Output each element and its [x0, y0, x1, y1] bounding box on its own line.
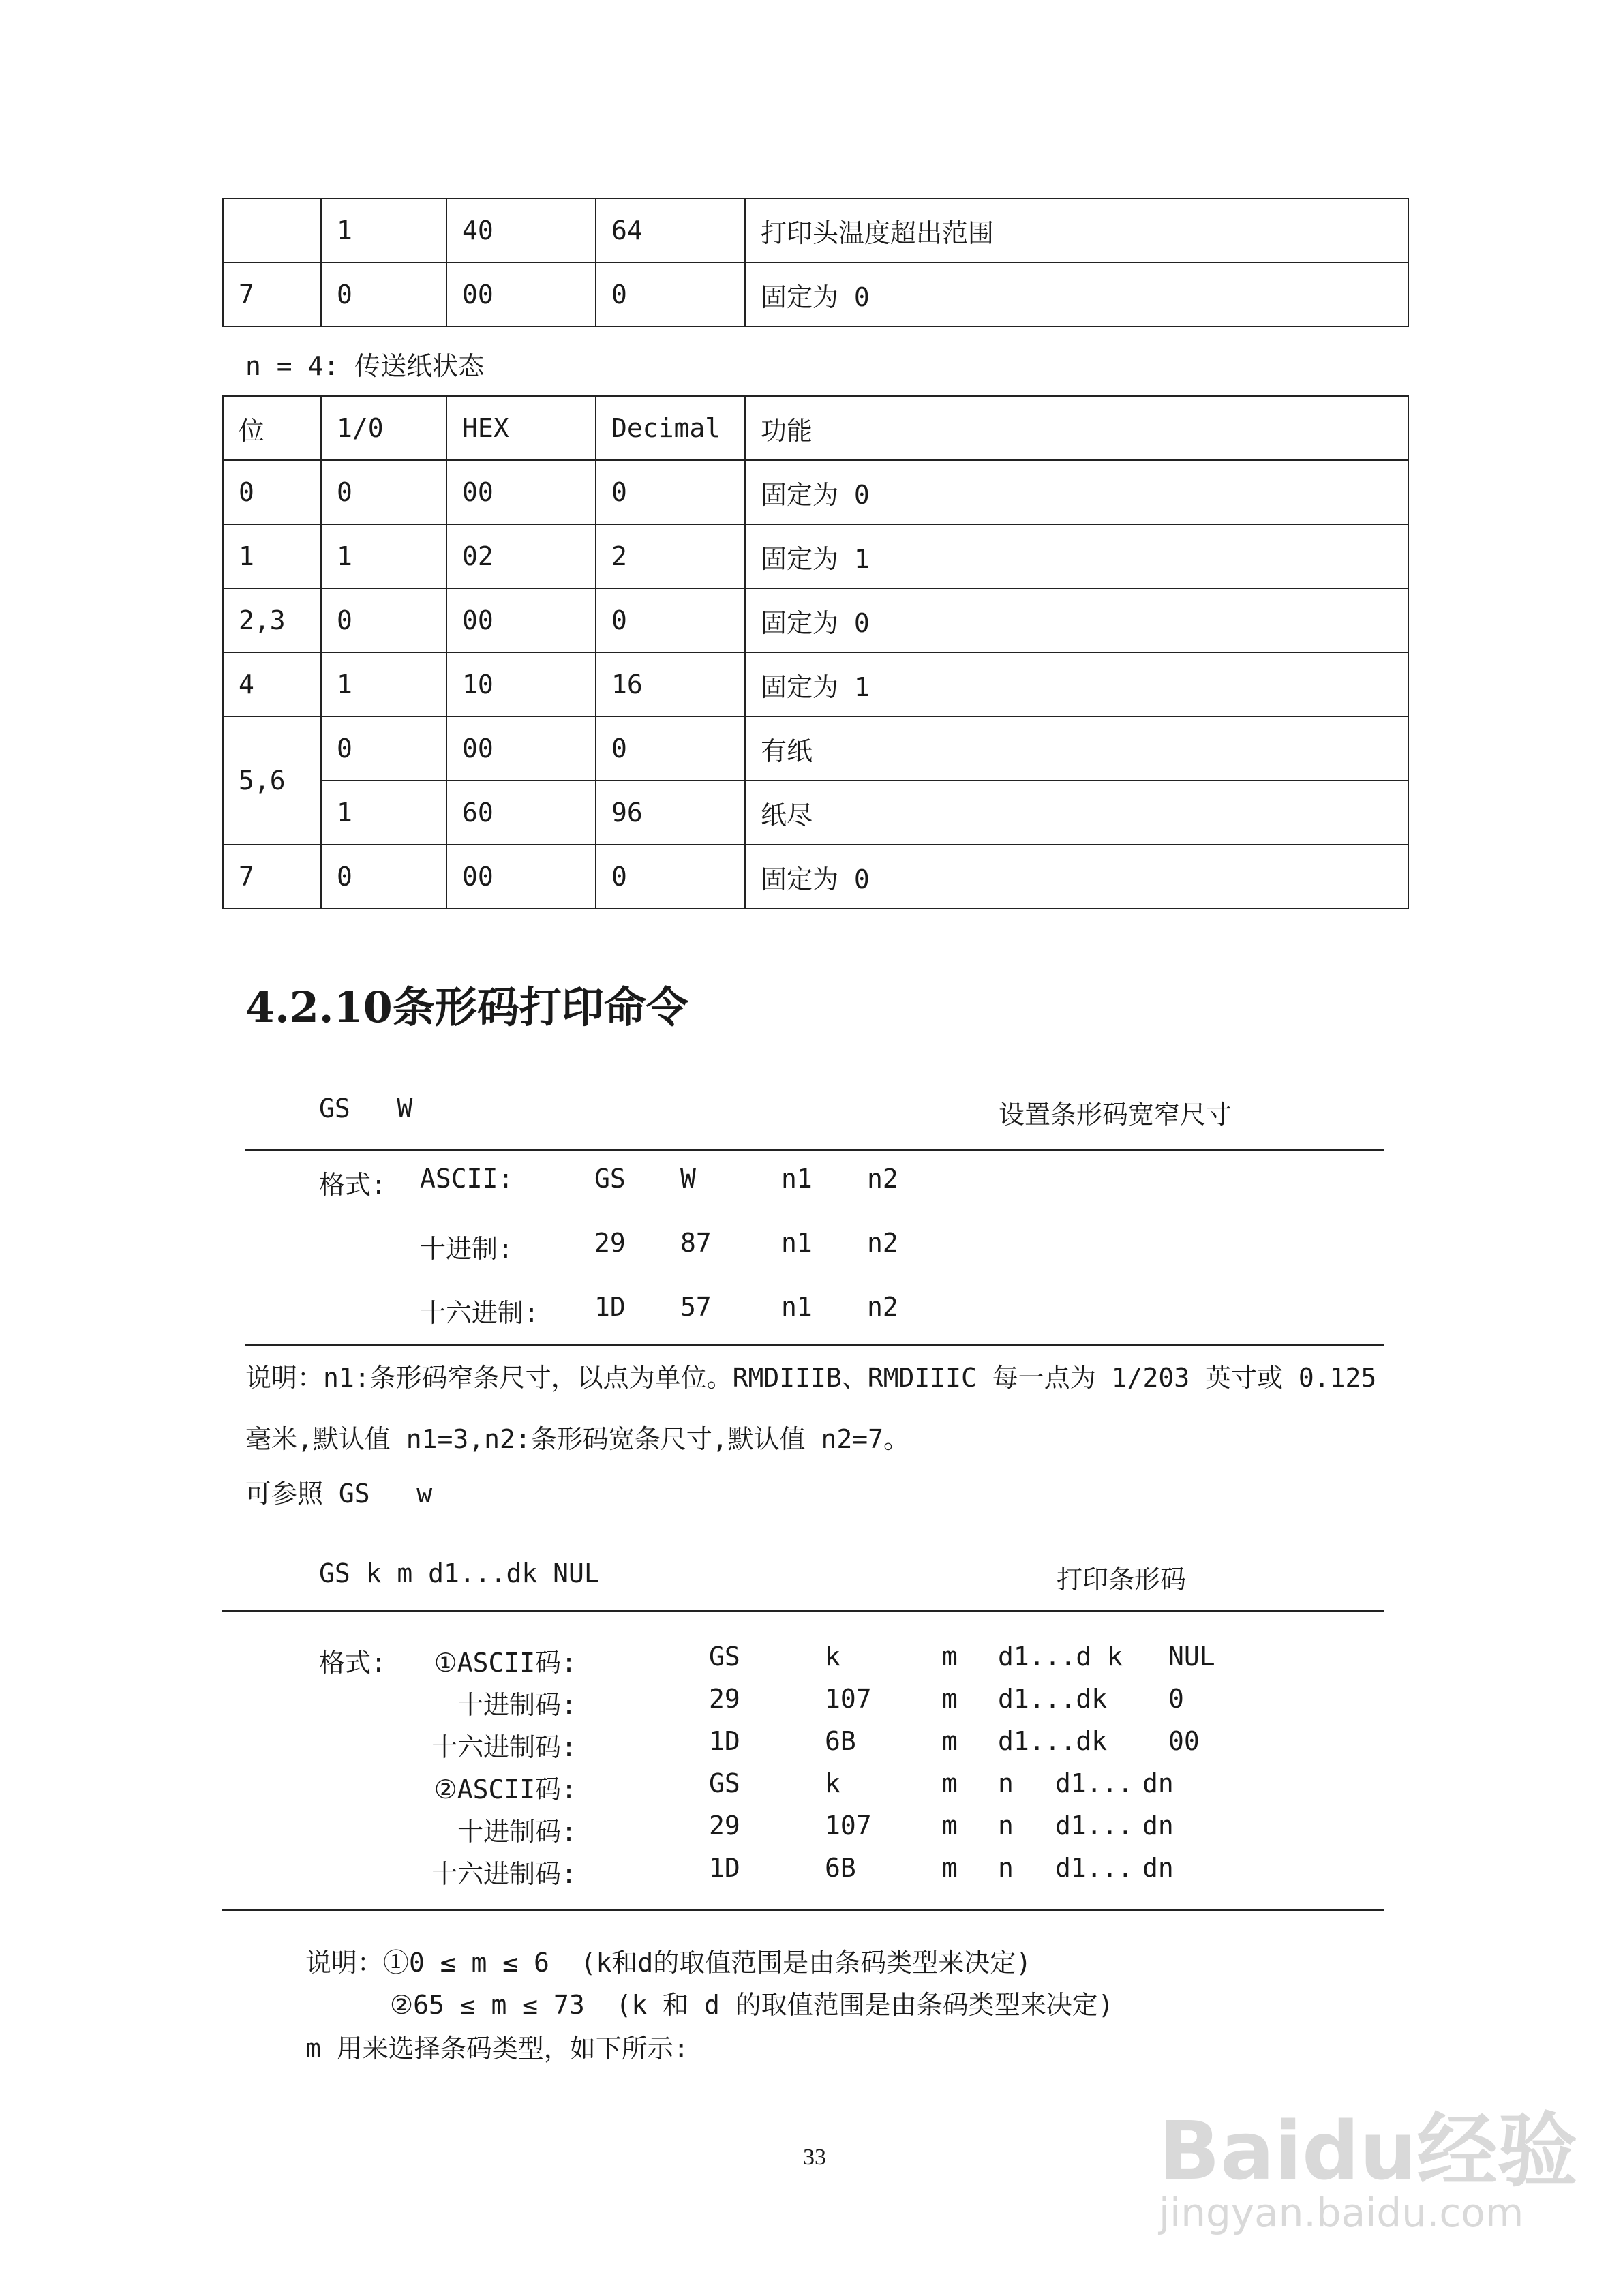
gs-k-row-value: d1... [1055, 1768, 1134, 1798]
watermark-url: jingyan.baidu.com [1159, 2190, 1524, 2236]
status-top-cell: 0 [596, 262, 745, 327]
paper-status-row [223, 652, 1408, 716]
gs-k-row-value: 1D [709, 1853, 740, 1883]
status-top-cell: 0 [321, 262, 446, 327]
gs-k-row-value: d1... [1055, 1811, 1134, 1841]
gs-k-row-label: ②ASCII码: [434, 1774, 577, 1804]
paper-status-row [223, 781, 1408, 845]
gs-w-note-line1: 说明：n1:条形码窄条尺寸，以点为单位。RMDIIIB、RMDIIIC 每一点为 1/203 英寸或 0.125 [245, 1363, 1377, 1393]
status-top-cell: 00 [446, 262, 596, 327]
gs-k-note2: ②65 ≤ m ≤ 73 (k 和 d 的取值范围是由条码类型来决定) [390, 1990, 1114, 2020]
paper-status-cell: 1 [321, 781, 446, 845]
gs-w-row-value: n1 [781, 1228, 813, 1258]
status-top-row [223, 262, 1408, 327]
paper-status-cell: 0 [596, 460, 745, 524]
status-top-cell: 7 [223, 262, 321, 327]
gs-w-row-value: 1D [594, 1292, 626, 1322]
paper-status-header-cell: 位 [223, 396, 321, 460]
status-top-cell [223, 198, 321, 262]
paper-status-cell: 0 [596, 588, 745, 652]
status-top-cell: 1 [321, 198, 446, 262]
paper-status-cell: 7 [223, 845, 321, 909]
gs-k-row-label: 十进制码: [457, 1690, 577, 1720]
status-top-cell: 打印头温度超出范围 [745, 198, 1408, 262]
gs-w-row-value: 29 [594, 1228, 626, 1258]
gs-w-row-value: n2 [867, 1228, 898, 1258]
paper-status-cell: 2,3 [223, 588, 321, 652]
gs-k-row-value: d1...dk [998, 1684, 1108, 1714]
gs-k-top-rule [222, 1610, 1384, 1612]
gs-k-row-value: n [998, 1768, 1014, 1798]
gs-w-bottom-rule [245, 1344, 1384, 1346]
gs-k-row-value: GS [709, 1768, 740, 1798]
status-top-cell: 40 [446, 198, 596, 262]
paper-status-cell: 0 [596, 716, 745, 781]
gs-w-row-label: ASCII: [420, 1164, 514, 1194]
paper-status-header-cell: Decimal [596, 396, 745, 460]
n4-caption: n = 4: 传送纸状态 [245, 351, 485, 381]
gs-w-row-value: 87 [680, 1228, 712, 1258]
gs-w-row-value: n1 [781, 1292, 813, 1322]
gs-k-row-value: 107 [825, 1811, 872, 1841]
gs-k-row-value: m [942, 1642, 958, 1672]
gs-k-row-value: dn [1142, 1768, 1174, 1798]
paper-status-cell: 00 [446, 845, 596, 909]
gs-k-row-value: n [998, 1853, 1014, 1883]
paper-status-cell: 固定为 1 [745, 652, 1408, 716]
gs-k-bottom-rule [222, 1909, 1384, 1911]
gs-w-row-value: n2 [867, 1292, 898, 1322]
paper-status-cell: 5,6 [223, 716, 321, 845]
paper-status-header-row [223, 396, 1408, 460]
paper-status-cell: 10 [446, 652, 596, 716]
paper-status-cell: 1 [223, 524, 321, 588]
gs-k-row-value: k [825, 1642, 840, 1672]
paper-status-cell: 0 [223, 460, 321, 524]
paper-status-row [223, 524, 1408, 588]
gs-w-row-value: n1 [781, 1164, 813, 1194]
gs-k-row-value: dn [1142, 1811, 1174, 1841]
paper-status-cell: 00 [446, 588, 596, 652]
gs-k-row-value: 6B [825, 1853, 856, 1883]
paper-status-cell: 固定为 0 [745, 845, 1408, 909]
gs-k-row-value: 107 [825, 1684, 872, 1714]
gs-k-row-value: d1...d k [998, 1642, 1123, 1672]
paper-status-cell: 00 [446, 716, 596, 781]
gs-w-note-line2: 毫米,默认值 n1=3,n2:条形码宽条尺寸,默认值 n2=7。 [245, 1424, 910, 1454]
gs-k-row-value: m [942, 1726, 958, 1756]
paper-status-cell: 2 [596, 524, 745, 588]
paper-status-cell: 有纸 [745, 716, 1408, 781]
paper-status-cell: 00 [446, 460, 596, 524]
gs-k-row-value: NUL [1168, 1642, 1215, 1672]
gs-k-command: GS k m d1...dk NUL [319, 1558, 600, 1588]
paper-status-cell: 0 [321, 588, 446, 652]
gs-w-top-rule [245, 1149, 1384, 1151]
section-heading: 4.2.10条形码打印命令 [245, 982, 688, 1032]
gs-k-row-label: 十六进制码: [431, 1732, 577, 1762]
paper-status-cell: 96 [596, 781, 745, 845]
gs-w-row-value: GS [594, 1164, 626, 1194]
status-top-row [223, 198, 1408, 262]
gs-k-note3: m 用来选择条码类型，如下所示: [305, 2034, 689, 2064]
gs-k-row-value: dn [1142, 1853, 1174, 1883]
gs-k-note1: 说明：①0 ≤ m ≤ 6 (k和d的取值范围是由条码类型来决定) [305, 1948, 1032, 1978]
gs-k-row-value: 29 [709, 1811, 740, 1841]
gs-k-row-value: k [825, 1768, 840, 1798]
paper-status-row [223, 716, 1408, 781]
gs-w-description: 设置条形码宽窄尺寸 [999, 1100, 1232, 1130]
gs-w-command: GS W [319, 1093, 413, 1123]
gs-w-format-label: 格式: [319, 1170, 386, 1200]
paper-status-row [223, 588, 1408, 652]
gs-w-row-label: 十进制: [420, 1234, 513, 1264]
paper-status-cell: 4 [223, 652, 321, 716]
paper-status-cell: 1 [321, 652, 446, 716]
gs-k-row-value: 00 [1168, 1726, 1200, 1756]
paper-status-cell: 0 [321, 845, 446, 909]
gs-w-reference: 可参照 GS w [245, 1479, 433, 1509]
gs-k-row-value: m [942, 1853, 958, 1883]
gs-k-row-value: 29 [709, 1684, 740, 1714]
gs-w-row-value: W [680, 1164, 696, 1194]
gs-w-row-label: 十六进制: [420, 1298, 539, 1328]
gs-k-row-label: 十进制码: [457, 1817, 577, 1847]
paper-status-cell: 0 [596, 845, 745, 909]
paper-status-cell: 固定为 0 [745, 460, 1408, 524]
gs-w-row-value: 57 [680, 1292, 712, 1322]
gs-k-row-value: m [942, 1684, 958, 1714]
gs-k-row-label: ①ASCII码: [434, 1648, 577, 1678]
gs-k-row-value: m [942, 1768, 958, 1798]
paper-status-row [223, 845, 1408, 909]
paper-status-cell: 0 [321, 716, 446, 781]
paper-status-cell: 16 [596, 652, 745, 716]
paper-status-cell: 纸尽 [745, 781, 1408, 845]
gs-k-row-value: 6B [825, 1726, 856, 1756]
paper-status-cell: 固定为 1 [745, 524, 1408, 588]
paper-status-row [223, 460, 1408, 524]
gs-k-description: 打印条形码 [1057, 1565, 1187, 1595]
status-table-top [222, 198, 1409, 327]
gs-k-row-value: d1... [1055, 1853, 1134, 1883]
page-number: 33 [803, 2145, 826, 2170]
gs-w-row-value: n2 [867, 1164, 898, 1194]
paper-status-cell: 0 [321, 460, 446, 524]
status-top-cell: 固定为 0 [745, 262, 1408, 327]
gs-k-row-value: 1D [709, 1726, 740, 1756]
paper-status-header-cell: 功能 [745, 396, 1408, 460]
gs-k-row-value: d1...dk [998, 1726, 1108, 1756]
paper-status-cell: 固定为 0 [745, 588, 1408, 652]
paper-status-cell: 02 [446, 524, 596, 588]
gs-k-row-value: m [942, 1811, 958, 1841]
gs-k-row-value: n [998, 1811, 1014, 1841]
paper-status-header-cell: HEX [446, 396, 596, 460]
gs-k-format-label: 格式: [319, 1648, 386, 1678]
paper-status-header-cell: 1/0 [321, 396, 446, 460]
status-top-cell: 64 [596, 198, 745, 262]
paper-status-table [222, 395, 1409, 909]
gs-k-row-value: 0 [1168, 1684, 1184, 1714]
paper-status-cell: 60 [446, 781, 596, 845]
paper-status-cell: 1 [321, 524, 446, 588]
gs-k-row-value: GS [709, 1642, 740, 1672]
watermark-brand: Baidu经验 [1159, 2104, 1578, 2198]
gs-k-row-label: 十六进制码: [431, 1859, 577, 1889]
